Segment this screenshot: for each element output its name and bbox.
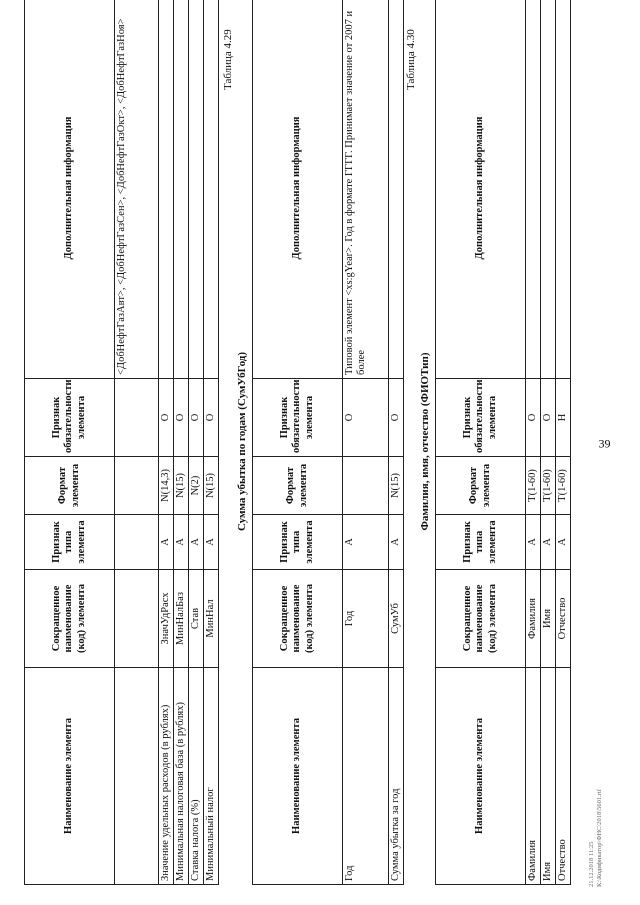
cell	[115, 515, 159, 570]
cell: А	[159, 515, 174, 570]
cell: N(14,3)	[159, 457, 174, 515]
col-header-code: Сокращенное наименование (код) элемента	[253, 570, 343, 668]
cell	[115, 570, 159, 668]
cell: N(15)	[204, 457, 219, 515]
cell	[189, 0, 204, 379]
table-row	[541, 0, 556, 885]
table-full-name	[435, 0, 571, 885]
cell: О	[204, 379, 219, 457]
table-row	[174, 0, 189, 885]
table-title: Сумма убытка по годам (СумУбГод)	[236, 351, 248, 532]
cell: СумУб	[389, 570, 404, 668]
cell: Год	[343, 668, 389, 885]
cell: N(2)	[189, 457, 204, 515]
table-title: Фамилия, имя, отчество (ФИОТип)	[419, 352, 431, 531]
footer-date: 21.12.2018 11:25	[588, 841, 595, 887]
col-header-type: Признак типа элемента	[25, 515, 115, 570]
col-header-required: Признак обязательности элемента	[25, 379, 115, 457]
cell: Фамилия	[526, 668, 541, 885]
cell: А	[204, 515, 219, 570]
col-header-required: Признак обязательности элемента	[436, 379, 526, 457]
cell	[115, 457, 159, 515]
cell: Имя	[541, 570, 556, 668]
cell: T(1-60)	[541, 457, 556, 515]
cell	[556, 0, 571, 379]
cell: А	[174, 515, 189, 570]
cell	[526, 0, 541, 379]
cell: Н	[556, 379, 571, 457]
cell: О	[541, 379, 556, 457]
cell: А	[541, 515, 556, 570]
cell	[159, 0, 174, 379]
col-header-info: Дополнительная информация	[25, 0, 115, 379]
cell: МинНалБаз	[174, 570, 189, 668]
page-number: 39	[598, 436, 611, 451]
cell: О	[189, 379, 204, 457]
cell: Минимальная налоговая база (в рублях)	[174, 668, 189, 885]
cell: О	[526, 379, 541, 457]
col-header-format: Формат элемента	[253, 457, 343, 515]
col-header-code: Сокращенное наименование (код) элемента	[436, 570, 526, 668]
cell: Сумма убытка за год	[389, 668, 404, 885]
cell: ЗначУдРасх	[159, 570, 174, 668]
cell: Фамилия	[526, 570, 541, 668]
footer-path: К:\Кодификатор\ФНС\2018\5601.rtf	[596, 789, 604, 887]
table-header-row	[436, 0, 526, 885]
cell	[115, 379, 159, 457]
cell	[204, 0, 219, 379]
cell: А	[389, 515, 404, 570]
cell: Став	[189, 570, 204, 668]
cell: А	[526, 515, 541, 570]
cell: <ДобНефтГазАвт>, <ДобНефтГазСен>, <ДобНефтГазОкт>, <ДобНефтГазНоя>	[115, 0, 159, 379]
cell: А	[189, 515, 204, 570]
table-row	[389, 0, 404, 885]
cell: Отчество	[556, 570, 571, 668]
cell: Значение удельных расходов (в рублях)	[159, 668, 174, 885]
cell	[541, 0, 556, 379]
cell	[115, 668, 159, 885]
cell: О	[389, 379, 404, 457]
cell: Год	[343, 570, 389, 668]
table-row	[343, 0, 389, 885]
table-loss-by-year	[252, 0, 404, 885]
table-caption: Таблица 4.30	[405, 29, 417, 90]
cell: T(1-60)	[526, 457, 541, 515]
table-continuation	[24, 0, 219, 885]
table-row	[189, 0, 204, 885]
cell: Имя	[541, 668, 556, 885]
table-row	[556, 0, 571, 885]
cell: А	[343, 515, 389, 570]
col-header-format: Формат элемента	[25, 457, 115, 515]
cell: N(15)	[389, 457, 404, 515]
cell: Отчество	[556, 668, 571, 885]
table-header-row	[253, 0, 343, 885]
table-row	[115, 0, 159, 885]
table-row	[204, 0, 219, 885]
col-header-type: Признак типа элемента	[436, 515, 526, 570]
cell: О	[343, 379, 389, 457]
col-header-required: Признак обязательности элемента	[253, 379, 343, 457]
table-row	[526, 0, 541, 885]
cell	[174, 0, 189, 379]
col-header-info: Дополнительная информация	[436, 0, 526, 379]
cell	[343, 457, 389, 515]
col-header-type: Признак типа элемента	[253, 515, 343, 570]
cell: Ставка налога (%)	[189, 668, 204, 885]
col-header-name: Наименование элемента	[253, 668, 343, 885]
col-header-code: Сокращенное наименование (код) элемента	[25, 570, 115, 668]
table-header-row	[25, 0, 115, 885]
cell	[389, 0, 404, 379]
cell: Минимальный налог	[204, 668, 219, 885]
cell: N(15)	[174, 457, 189, 515]
cell: О	[159, 379, 174, 457]
col-header-name: Наименование элемента	[436, 668, 526, 885]
col-header-info: Дополнительная информация	[253, 0, 343, 379]
cell: T(1-60)	[556, 457, 571, 515]
footer-stamp	[588, 789, 605, 887]
col-header-format: Формат элемента	[436, 457, 526, 515]
col-header-name: Наименование элемента	[25, 668, 115, 885]
cell: А	[556, 515, 571, 570]
table-caption: Таблица 4.29	[222, 29, 234, 90]
cell: МинНал	[204, 570, 219, 668]
cell: Типовой элемент <xs:gYear>. Год в формате ГГГГ. Принимает значение от 2007 и более	[343, 0, 389, 379]
cell: О	[174, 379, 189, 457]
table-row	[159, 0, 174, 885]
